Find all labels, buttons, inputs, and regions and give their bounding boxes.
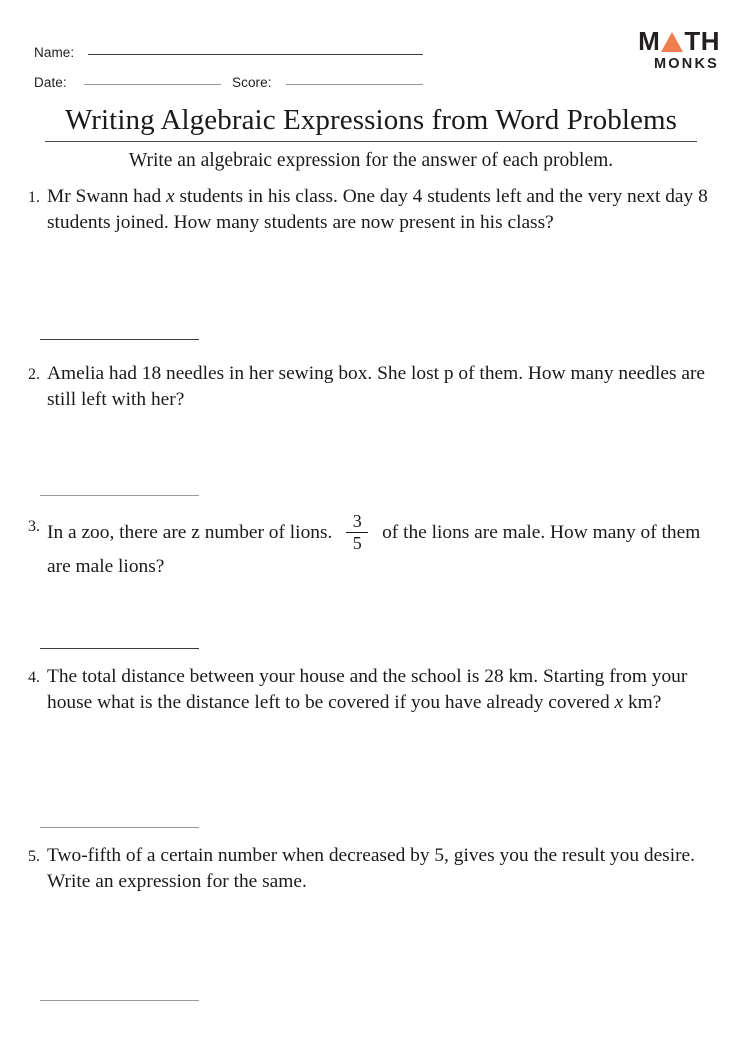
page-subtitle: Write an algebraic expression for the answer of each problem. [128,150,614,171]
fraction-numerator: 3 [352,511,362,531]
logo-math-wordmark [638,28,720,54]
fraction-denominator: 5 [352,532,362,553]
question-item-5 [14,843,714,895]
question-4-segment-1: The total distance between your house and the school is 28 km. Starting from your house what is the distance left to be covered if you have already covered [47,666,688,713]
question-text-1 [47,184,714,236]
question-item-2 [14,361,714,413]
logo-monks-wordmark: MONKS [654,56,719,72]
date-label: Date: [34,75,67,90]
triangle-icon [661,32,683,52]
question-3-segment-2: of the lions are male. How many of them are male lions? [47,521,701,577]
question-text-4 [47,664,732,716]
question-number-2: 2. [28,366,40,383]
math-monks-logo [638,28,720,72]
question-1-variable: x [166,186,175,207]
answer-line-4[interactable] [40,827,199,828]
question-4-segment-2: km? [623,692,662,713]
question-item-4 [14,664,732,716]
question-1-segment-2: students in his class. One day 4 students left and the very next day 8 students joined. How many students are now present in his class? [47,186,708,233]
question-text-5 [47,843,714,895]
score-label: Score: [232,75,272,90]
question-number-4: 4. [28,669,40,686]
page-title: Writing Algebraic Expressions from Word Problems [64,104,678,136]
answer-line-3[interactable] [40,648,199,649]
name-field-row [34,45,423,60]
date-input-line[interactable] [84,84,221,85]
answer-line-5[interactable] [40,1000,199,1001]
score-field-row [232,75,423,90]
question-item-3 [14,513,714,580]
logo-letters-th: TH [684,26,720,56]
question-5-segment-1: Two-fifth of a certain number when decreased by 5, gives you the result you desire. Write an expression for the same. [47,845,696,892]
question-number-1: 1. [28,189,40,206]
question-item-1 [14,184,714,236]
answer-line-2[interactable] [40,495,199,496]
question-3-segment-1: In a zoo, there are z number of lions. [47,521,338,543]
question-1-segment-1: Mr Swann had [47,186,167,207]
question-number-3: 3. [28,518,40,535]
fraction-three-fifths [346,512,368,553]
question-text-3 [47,513,714,580]
name-label: Name: [34,45,75,60]
question-text-2 [47,361,714,413]
question-4-variable: x [614,692,624,713]
title-divider [45,141,697,142]
name-input-line[interactable] [88,54,423,55]
logo-letter-m: M [638,26,661,56]
date-field-row [34,75,221,90]
question-number-5: 5. [28,848,40,865]
answer-line-1[interactable] [40,339,199,340]
question-2-segment-1: Amelia had 18 needles in her sewing box. She lost p of them. How many needles are still left with her? [47,363,706,410]
score-input-line[interactable] [286,84,423,85]
